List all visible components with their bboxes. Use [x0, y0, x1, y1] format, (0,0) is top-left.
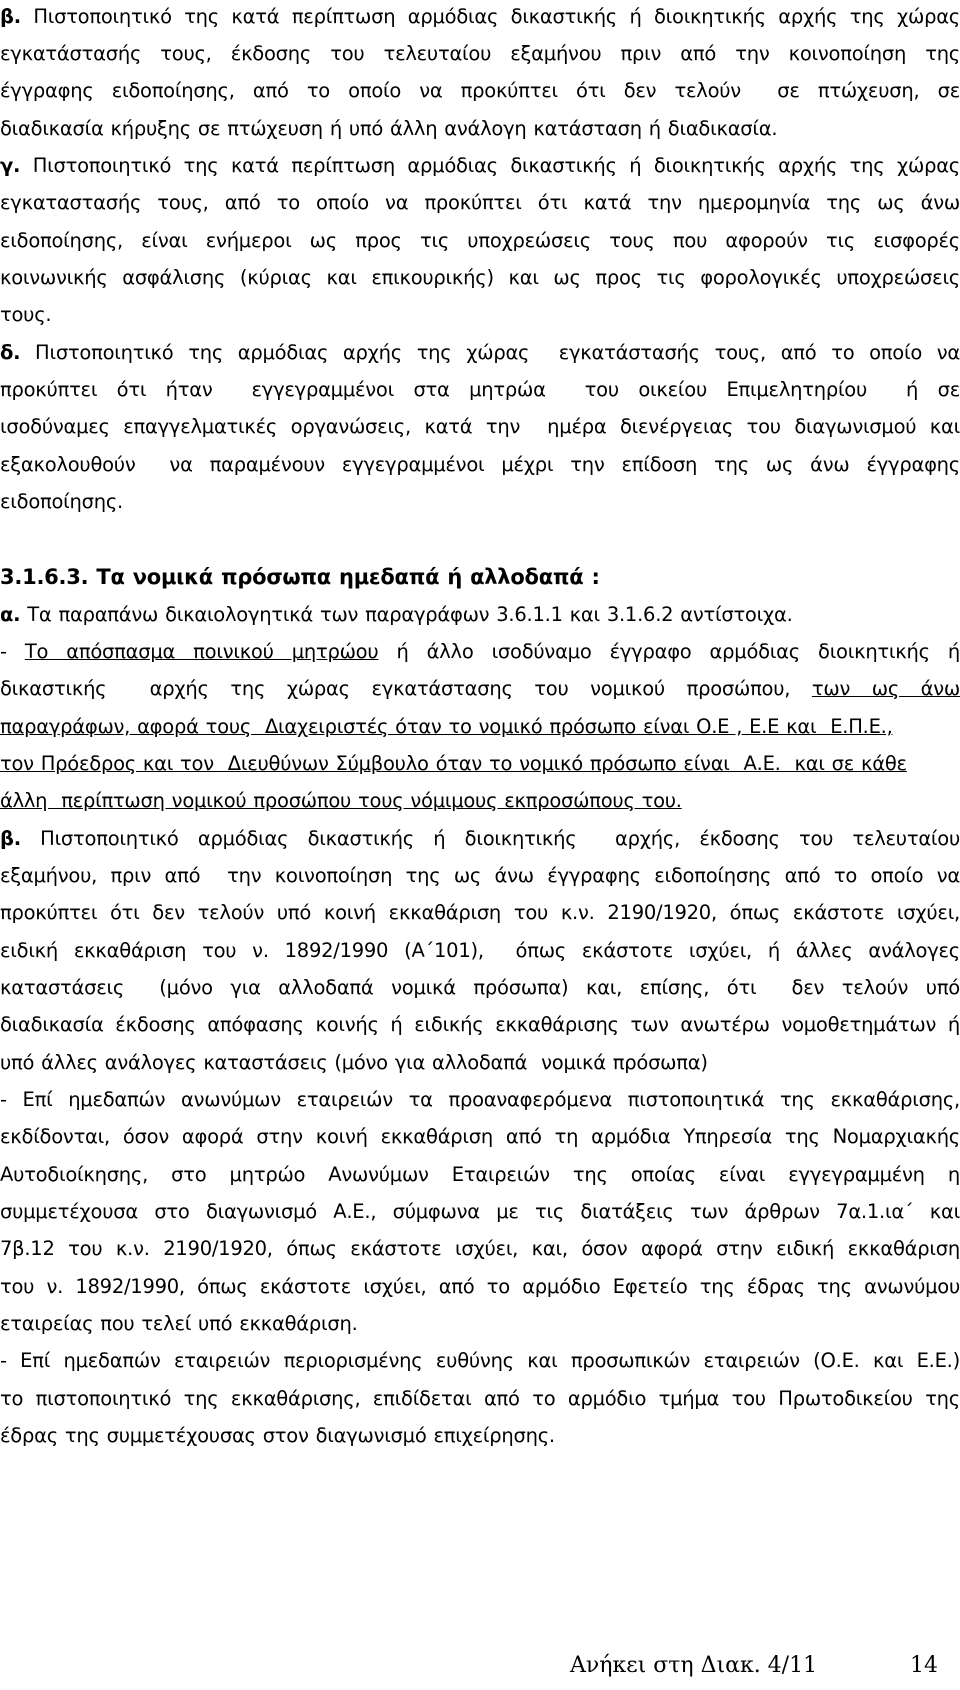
text-line: ειδική εκκαθάριση του ν. 1892/1990 (Α΄101), όπως εκάστοτε ισχύει, ή άλλες ανάλογες — [0, 939, 960, 962]
section-heading: 3.1.6.3. Τα νομικά πρόσωπα ημεδαπά ή αλλοδαπά : — [0, 565, 600, 589]
text-line: άλλη περίπτωση νομικού προσώπου τους νόμιμους εκπροσώπους του. — [0, 789, 682, 812]
text-line: εξαμήνου, πριν από την κοινοποίηση της ως άνω έγγραφης ειδοποίησης από το οποίο να — [0, 864, 960, 887]
text-line: 7β.12 του κ.ν. 2190/1920, όπως εκάστοτε ισχύει, και, όσον αφορά στην ειδική εκκαθάριση — [0, 1237, 960, 1260]
text-line: τους. — [0, 303, 52, 326]
text-line: ειδοποίησης. — [0, 490, 123, 513]
text-line: διαδικασία έκδοσης απόφασης κοινής ή ειδικής εκκαθάρισης των ανωτέρω νομοθετημάτων ή — [0, 1013, 960, 1036]
text-line: προκύπτει ότι ήταν εγγεγραμμένοι στα μητρώα του οικείου Επιμελητηρίου ή σε — [0, 378, 960, 401]
text-line: γ. Πιστοποιητικό της κατά περίπτωση αρμόδιας δικαστικής ή διοικητικής αρχής της χώρας — [0, 154, 960, 177]
text-line: εξακολουθούν να παραμένουν εγγεγραμμένοι μέχρι την επίδοση της ως άνω έγγραφης — [0, 453, 960, 476]
text-line: συμμετέχουσα στο διαγωνισμό Α.Ε., σύμφωνα με τις διατάξεις των άρθρων 7α.1.ια΄ και — [0, 1200, 960, 1223]
text-line: καταστάσεις (μόνο για αλλοδαπά νομικά πρόσωπα) και, επίσης, ότι δεν τελούν υπό — [0, 976, 960, 999]
text-line: έγγραφης ειδοποίησης, από το οποίο να προκύπτει ότι δεν τελούν σε πτώχευση, σε — [0, 79, 960, 102]
text-line: εταιρείας που τελεί υπό εκκαθάριση. — [0, 1312, 358, 1335]
paragraph-alpha: α. Τα παραπάνω δικαιολογητικά των παραγράφων 3.6.1.1 και 3.1.6.2 αντίστοιχα. — [0, 603, 793, 626]
text-line: ειδοποίησης, είναι ενήμεροι ως προς τις υποχρεώσεις τους που αφορούν τις εισφορές — [0, 229, 960, 252]
text-line: ισοδύναμες επαγγελματικές οργανώσεις, κατά την ημέρα διενέργειας του διαγωνισμού και — [0, 415, 960, 438]
text-line: διαδικασία κήρυξης σε πτώχευση ή υπό άλλη ανάλογη κατάσταση ή διαδικασία. — [0, 117, 778, 140]
text-line: εγκατάστασής τους, έκδοσης του τελευταίου εξαμήνου πριν από την κοινοποίηση της — [0, 42, 960, 65]
text-line: εκδίδονται, όσον αφορά στην κοινή εκκαθάριση από τη αρμόδια Υπηρεσία της Νομαρχιακής — [0, 1125, 960, 1148]
text-line: - Επί ημεδαπών εταιρειών περιορισμένης ευθύνης και προσωπικών εταιρειών (Ο.Ε. και Ε.Ε.) — [0, 1349, 960, 1372]
page-number: 14 — [910, 1653, 938, 1678]
text-line: το πιστοποιητικό της εκκαθάρισης, επιδίδεται από το αρμόδιο τμήμα του Πρωτοδικείου της — [0, 1387, 960, 1410]
text-line: του ν. 1892/1990, όπως εκάστοτε ισχύει, από το αρμόδιο Εφετείο της έδρας της ανωνύμου — [0, 1275, 960, 1298]
text-line: έδρας της συμμετέχουσας στον διαγωνισμό επιχείρησης. — [0, 1424, 555, 1447]
text-line: τον Πρόεδρος και τον Διευθύνων Σύμβουλο όταν το νομικό πρόσωπο είναι Α.Ε. και σε κάθε — [0, 752, 907, 775]
footer-ownership: Ανήκει στη Διακ. 4/11 — [570, 1653, 818, 1678]
text-line: β. Πιστοποιητικό αρμόδιας δικαστικής ή διοικητικής αρχής, έκδοσης του τελευταίου — [0, 827, 960, 850]
text-line: δικαστικής αρχής της χώρας εγκατάστασης του νομικού προσώπου, των ως άνω — [0, 677, 960, 700]
text-line: παραγράφων, αφορά τους Διαχειριστές όταν το νομικό πρόσωπο είναι Ο.Ε , Ε.Ε και Ε.Π.Ε., — [0, 715, 893, 738]
text-line: δ. Πιστοποιητικό της αρμόδιας αρχής της χώρας εγκατάστασής τους, από το οποίο να — [0, 341, 960, 364]
text-line: β. Πιστοποιητικό της κατά περίπτωση αρμόδιας δικαστικής ή διοικητικής αρχής της χώρας — [0, 5, 960, 28]
text-line: υπό άλλες ανάλογες καταστάσεις (μόνο για αλλοδαπά νομικά πρόσωπα) — [0, 1051, 708, 1074]
text-line: εγκαταστασής τους, από το οποίο να προκύπτει ότι κατά την ημερομηνία της ως άνω — [0, 191, 960, 214]
text-line: - Επί ημεδαπών ανωνύμων εταιρειών τα προαναφερόμενα πιστοποιητικά της εκκαθάρισης, — [0, 1088, 960, 1111]
text-line: Αυτοδιοίκησης, στο μητρώο Ανωνύμων Εταιρειών της οποίας είναι εγγεγραμμένη η — [0, 1163, 960, 1186]
text-line: προκύπτει ότι δεν τελούν υπό κοινή εκκαθάριση του κ.ν. 2190/1920, όπως εκάστοτε ισχύει, — [0, 901, 960, 924]
text-line: - Το απόσπασμα ποινικού μητρώου ή άλλο ισοδύναμο έγγραφο αρμόδιας διοικητικής ή — [0, 640, 960, 663]
text-line: κοινωνικής ασφάλισης (κύριας και επικουρικής) και ως προς τις φορολογικές υποχρεώσεις — [0, 266, 960, 289]
